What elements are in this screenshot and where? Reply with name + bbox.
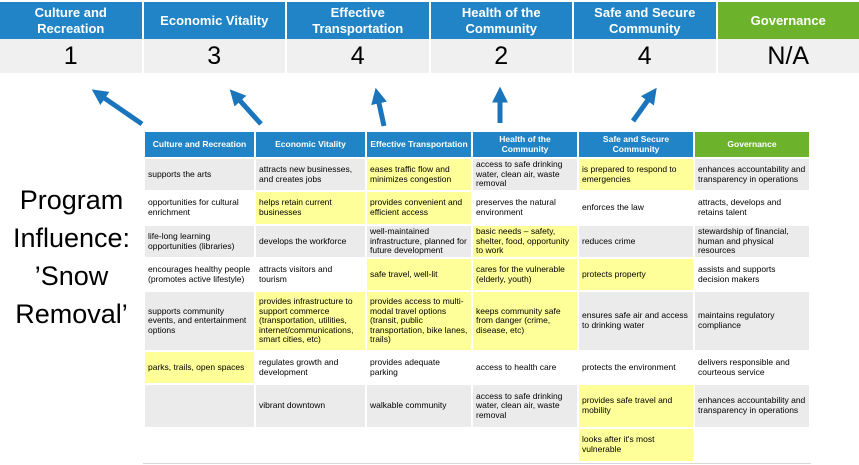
matrix-cell: enforces the law bbox=[579, 192, 693, 224]
matrix-cell: attracts new businesses, and creates jobs bbox=[256, 159, 365, 190]
matrix-cell: keeps community safe from danger (crime, disease, etc) bbox=[473, 292, 577, 350]
matrix-cell: is prepared to respond to emergencies bbox=[579, 159, 693, 190]
matrix-cell: protects property bbox=[579, 259, 693, 290]
summary-header-culture-and-recreation: Culture and Recreation bbox=[0, 2, 142, 39]
table-row bbox=[145, 259, 809, 290]
matrix-cell: provides safe travel and mobility bbox=[579, 385, 693, 427]
matrix-cell: walkable community bbox=[367, 385, 471, 427]
matrix-cell: safe travel, well-lit bbox=[367, 259, 471, 290]
table-row bbox=[145, 429, 809, 461]
matrix-cell bbox=[145, 429, 254, 461]
matrix-cell: vibrant downtown bbox=[256, 385, 365, 427]
matrix-cell: life-long learning opportunities (libraries) bbox=[145, 226, 254, 257]
summary-table bbox=[0, 2, 859, 73]
matrix-cell: develops the workforce bbox=[256, 226, 365, 257]
summary-header-health-of-the-community: Health of the Community bbox=[431, 2, 573, 39]
matrix-cell: encourages healthy people (promotes active lifestyle) bbox=[145, 259, 254, 290]
up-arrow-icon bbox=[97, 93, 142, 124]
matrix-cell: stewardship of financial, human and physical resources bbox=[695, 226, 809, 257]
benefits-matrix-table bbox=[143, 130, 811, 464]
table-row bbox=[145, 226, 809, 257]
matrix-cell: access to health care bbox=[473, 352, 577, 383]
matrix-cell: provides access to multi-modal travel options (transit, public transportation, bike lanes, trails) bbox=[367, 292, 471, 350]
matrix-cell: assists and supports decision makers bbox=[695, 259, 809, 290]
program-label-line: Program bbox=[19, 185, 124, 215]
influence-arrows bbox=[0, 78, 859, 132]
matrix-cell: supports community events, and entertainment options bbox=[145, 292, 254, 350]
matrix-cell: eases traffic flow and minimizes congestion bbox=[367, 159, 471, 190]
up-arrow-icon bbox=[234, 94, 261, 124]
matrix-cell: enhances accountability and transparency in operations bbox=[695, 159, 809, 190]
table-row bbox=[145, 159, 809, 190]
matrix-cell bbox=[473, 429, 577, 461]
matrix-cell: opportunities for cultural enrichment bbox=[145, 192, 254, 224]
matrix-cell: parks, trails, open spaces bbox=[145, 352, 254, 383]
matrix-cell: attracts, develops and retains talent bbox=[695, 192, 809, 224]
summary-header-economic-vitality: Economic Vitality bbox=[144, 2, 286, 39]
matrix-header-culture-and-recreation: Culture and Recreation bbox=[145, 132, 254, 157]
summary-score-culture-and-recreation: 1 bbox=[0, 39, 142, 73]
matrix-cell: reduces crime bbox=[579, 226, 693, 257]
summary-score-safe-and-secure-community: 4 bbox=[574, 39, 716, 73]
matrix-cell: protects the environment bbox=[579, 352, 693, 383]
summary-score-effective-transportation: 4 bbox=[287, 39, 429, 73]
matrix-cell bbox=[256, 429, 365, 461]
table-row bbox=[145, 292, 809, 350]
matrix-cell: basic needs – safety, shelter, food, opportunity to work bbox=[473, 226, 577, 257]
summary-score-economic-vitality: 3 bbox=[144, 39, 286, 73]
matrix-cell: regulates growth and development bbox=[256, 352, 365, 383]
matrix-cell: attracts visitors and tourism bbox=[256, 259, 365, 290]
matrix-cell: access to safe drinking water, clean air, waste removal bbox=[473, 385, 577, 427]
matrix-cell: cares for the vulnerable (elderly, youth) bbox=[473, 259, 577, 290]
matrix-header-safe-and-secure-community: Safe and Secure Community bbox=[579, 132, 693, 157]
matrix-cell: enhances accountability and transparency in operations bbox=[695, 385, 809, 427]
summary-header-safe-and-secure-community: Safe and Secure Community bbox=[574, 2, 716, 39]
matrix-cell: maintains regulatory compliance bbox=[695, 292, 809, 350]
matrix-cell: helps retain current businesses bbox=[256, 192, 365, 224]
matrix-cell: provides adequate parking bbox=[367, 352, 471, 383]
table-row bbox=[145, 352, 809, 383]
program-label-line: Influence: bbox=[12, 223, 131, 253]
program-influence-label bbox=[0, 181, 143, 333]
matrix-header-effective-transportation: Effective Transportation bbox=[367, 132, 471, 157]
summary-score-governance: N/A bbox=[718, 39, 859, 73]
matrix-cell: access to safe drinking water, clean air, waste removal bbox=[473, 159, 577, 190]
matrix-cell: provides convenient and efficient access bbox=[367, 192, 471, 224]
matrix-cell: well-maintained infrastructure, planned for future development bbox=[367, 226, 471, 257]
matrix-cell: preserves the natural environment bbox=[473, 192, 577, 224]
matrix-cell bbox=[145, 385, 254, 427]
table-row bbox=[145, 385, 809, 427]
matrix-cell: ensures safe air and access to drinking water bbox=[579, 292, 693, 350]
matrix-header-governance: Governance bbox=[695, 132, 809, 157]
summary-header-effective-transportation: Effective Transportation bbox=[287, 2, 429, 39]
matrix-header-economic-vitality: Economic Vitality bbox=[256, 132, 365, 157]
matrix-cell bbox=[695, 429, 809, 461]
matrix-cell: provides infrastructure to support commerce (transportation, utilities, internet/communications, smart cities, etc) bbox=[256, 292, 365, 350]
program-label-line: ’Snow bbox=[34, 261, 109, 291]
table-row bbox=[145, 192, 809, 224]
matrix-cell bbox=[367, 429, 471, 461]
matrix-header-health-of-the-community: Health of the Community bbox=[473, 132, 577, 157]
up-arrow-icon bbox=[633, 93, 653, 121]
matrix-cell: looks after it's most vulnerable bbox=[579, 429, 693, 461]
up-arrow-icon bbox=[377, 94, 384, 126]
summary-score-health-of-the-community: 2 bbox=[431, 39, 573, 73]
matrix-cell: delivers responsible and courteous service bbox=[695, 352, 809, 383]
summary-header-governance: Governance bbox=[718, 2, 859, 39]
matrix-cell: supports the arts bbox=[145, 159, 254, 190]
program-label-line: Removal’ bbox=[15, 299, 128, 329]
